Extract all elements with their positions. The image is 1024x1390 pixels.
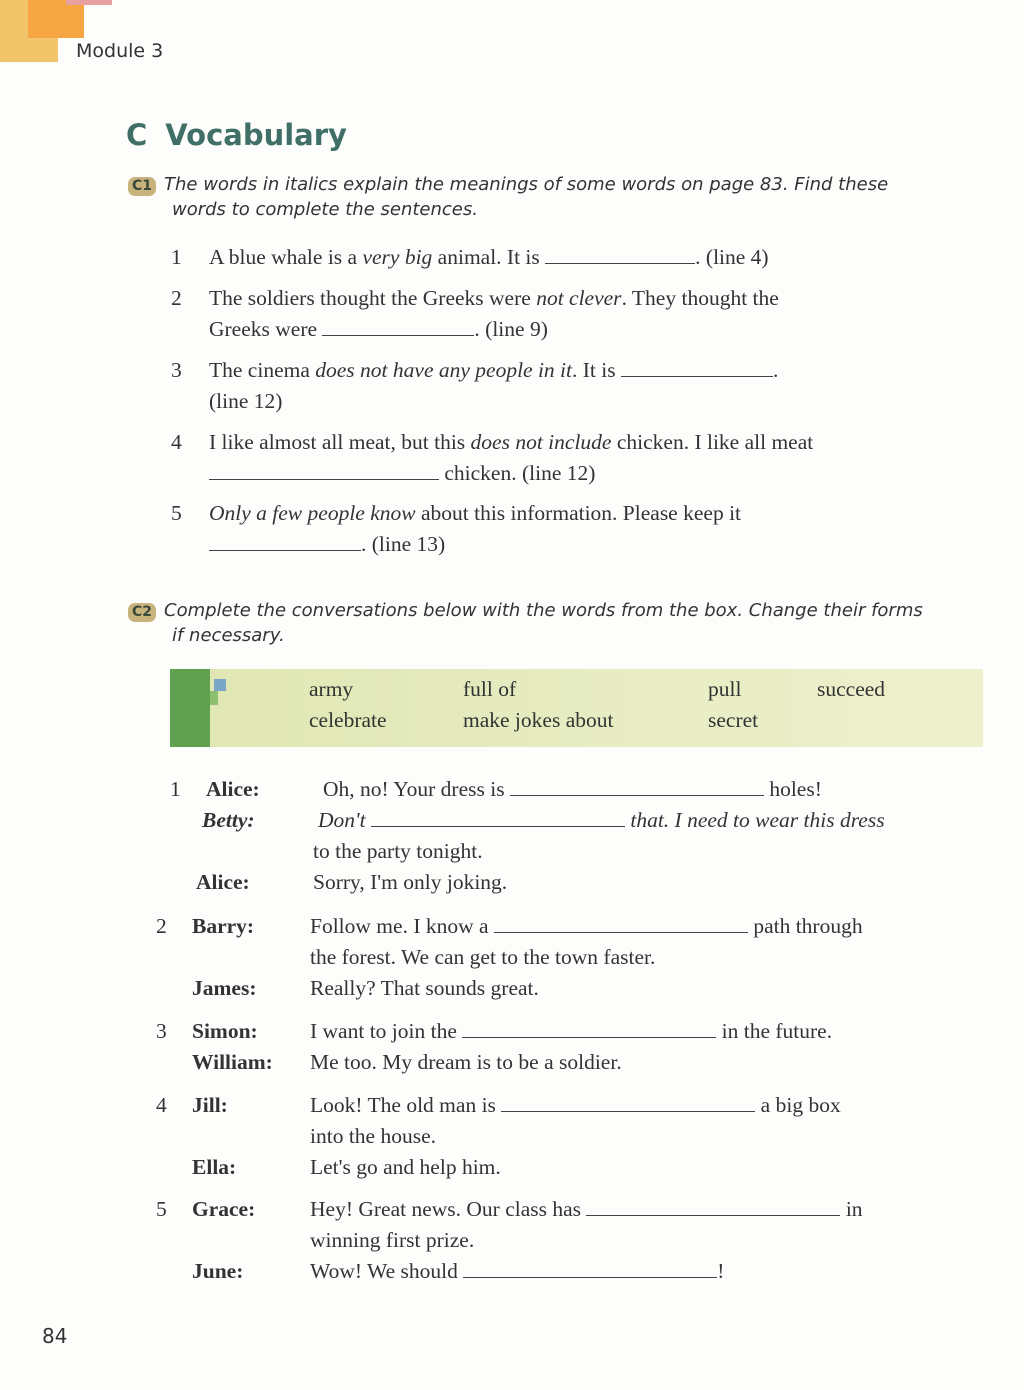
- dialogue-line: into the house.: [310, 1124, 436, 1148]
- answer-blank[interactable]: [494, 912, 748, 933]
- dialogue-line: Don't that. I need to wear this dress: [318, 808, 885, 832]
- speaker: Ella:: [192, 1155, 237, 1179]
- item-text: (line 12): [209, 389, 283, 413]
- dialogue-line: Me too. My dream is to be a soldier.: [310, 1050, 622, 1074]
- dialogue-line: Hey! Great news. Our class has in: [310, 1197, 863, 1221]
- c2-instruction-line1: Complete the conversations below with the words from the box. Change their forms: [164, 600, 923, 621]
- dialogue-line: to the party tonight.: [313, 839, 483, 863]
- item-text: Greeks were: [209, 317, 323, 341]
- c2-instruction: [128, 598, 978, 648]
- item-italic: very big: [362, 245, 433, 269]
- item-text: animal. It is: [432, 245, 546, 269]
- dialogue-line: Oh, no! Your dress is holes!: [323, 777, 822, 801]
- item-text: I like almost all meat, but this: [209, 430, 471, 454]
- item-text: .: [773, 358, 779, 382]
- item-text: . (line 13): [361, 532, 446, 556]
- section-heading: [126, 118, 347, 152]
- item-text: . It is: [572, 358, 621, 382]
- word-celebrate: celebrate: [309, 708, 387, 732]
- dialogue-line: Look! The old man is a big box: [310, 1093, 841, 1117]
- item-text: chicken. (line 12): [439, 461, 596, 485]
- item-text: A blue whale is a: [209, 245, 363, 269]
- word-succeed: succeed: [817, 677, 886, 701]
- item-italic: not clever: [536, 286, 622, 310]
- c1-instruction: [128, 172, 978, 222]
- word-full-of: full of: [463, 677, 517, 701]
- word-make-jokes-about: make jokes about: [463, 708, 614, 732]
- c1-instruction-line1: The words in italics explain the meanings of some words on page 83. Find these: [164, 174, 889, 195]
- answer-blank[interactable]: [462, 1017, 716, 1038]
- item-number: 2: [171, 286, 182, 310]
- dialogue-line: Sorry, I'm only joking.: [313, 870, 508, 894]
- section-letter: C: [126, 118, 148, 152]
- dialogue-line: Follow me. I know a path through: [310, 914, 863, 938]
- word-army: army: [309, 677, 354, 701]
- item-number: 3: [171, 358, 182, 382]
- answer-blank[interactable]: [545, 243, 695, 264]
- conversation-5: [0, 1194, 1024, 1290]
- speaker: Barry:: [192, 914, 255, 938]
- item-text: The soldiers thought the Greeks were: [209, 286, 537, 310]
- word-box-icon: [196, 683, 210, 699]
- dialogue-line: Really? That sounds great.: [310, 976, 539, 1000]
- item-text: . (line 4): [695, 245, 769, 269]
- conversation-number: 3: [156, 1019, 167, 1043]
- answer-blank[interactable]: [501, 1091, 755, 1112]
- speaker: Jill:: [192, 1093, 228, 1117]
- word-secret: secret: [708, 708, 759, 732]
- item-text: . They thought the: [621, 286, 779, 310]
- conversation-number: 1: [170, 777, 181, 801]
- word-box-icon-accent: [214, 679, 226, 691]
- c2-badge: C2: [128, 603, 156, 622]
- speaker: Alice:: [206, 777, 260, 801]
- speaker: Betty:: [202, 808, 255, 832]
- item-italic: does not include: [470, 430, 612, 454]
- item-text: The cinema: [209, 358, 316, 382]
- word-box-bar: [170, 669, 210, 747]
- speaker: Alice:: [196, 870, 250, 894]
- answer-blank[interactable]: [586, 1195, 840, 1216]
- answer-blank[interactable]: [371, 806, 625, 827]
- answer-blank[interactable]: [621, 356, 773, 377]
- item-italic: Only a few people know: [209, 501, 416, 525]
- speaker: James:: [192, 976, 257, 1000]
- module-label: Module 3: [76, 40, 164, 62]
- speaker: William:: [192, 1050, 273, 1074]
- word-box-icon-accent: [210, 691, 218, 705]
- item-text: chicken. I like all meat: [611, 430, 814, 454]
- item-italic: does not have any people in it: [315, 358, 573, 382]
- item-number: 5: [171, 501, 182, 525]
- answer-blank[interactable]: [510, 775, 764, 796]
- speaker: June:: [192, 1259, 244, 1283]
- answer-blank[interactable]: [463, 1257, 717, 1278]
- conversation-number: 2: [156, 914, 167, 938]
- item-number: 4: [171, 430, 182, 454]
- answer-blank[interactable]: [209, 459, 439, 480]
- word-pull: pull: [708, 677, 742, 701]
- conversation-number: 5: [156, 1197, 167, 1221]
- c2-instruction-line2: if necessary.: [172, 625, 285, 646]
- c1-badge: C1: [128, 177, 156, 196]
- dialogue-line: Let's go and help him.: [310, 1155, 501, 1179]
- item-text: . (line 9): [474, 317, 548, 341]
- conversation-1: [0, 774, 1024, 898]
- answer-blank[interactable]: [322, 315, 474, 336]
- speaker: Grace:: [192, 1197, 256, 1221]
- dialogue-line: the forest. We can get to the town faster.: [310, 945, 656, 969]
- conversation-3: [0, 1016, 1024, 1080]
- page-number: 84: [42, 1324, 68, 1348]
- dialogue-line: I want to join the in the future.: [310, 1019, 833, 1043]
- item-text: about this information. Please keep it: [415, 501, 742, 525]
- conversation-number: 4: [156, 1093, 167, 1117]
- dialogue-line: winning first prize.: [310, 1228, 475, 1252]
- answer-blank[interactable]: [209, 530, 361, 551]
- c1-instruction-line2: words to complete the sentences.: [172, 199, 478, 220]
- word-box: [170, 669, 983, 747]
- corner-decoration-stripe: [66, 0, 112, 5]
- corner-decoration-accent: [28, 0, 84, 38]
- item-number: 1: [171, 245, 182, 269]
- speaker: Simon:: [192, 1019, 258, 1043]
- dialogue-line: Wow! We should !: [310, 1259, 725, 1283]
- section-title: Vocabulary: [165, 118, 347, 152]
- conversation-2: [0, 911, 1024, 1007]
- conversation-4: [0, 1090, 1024, 1186]
